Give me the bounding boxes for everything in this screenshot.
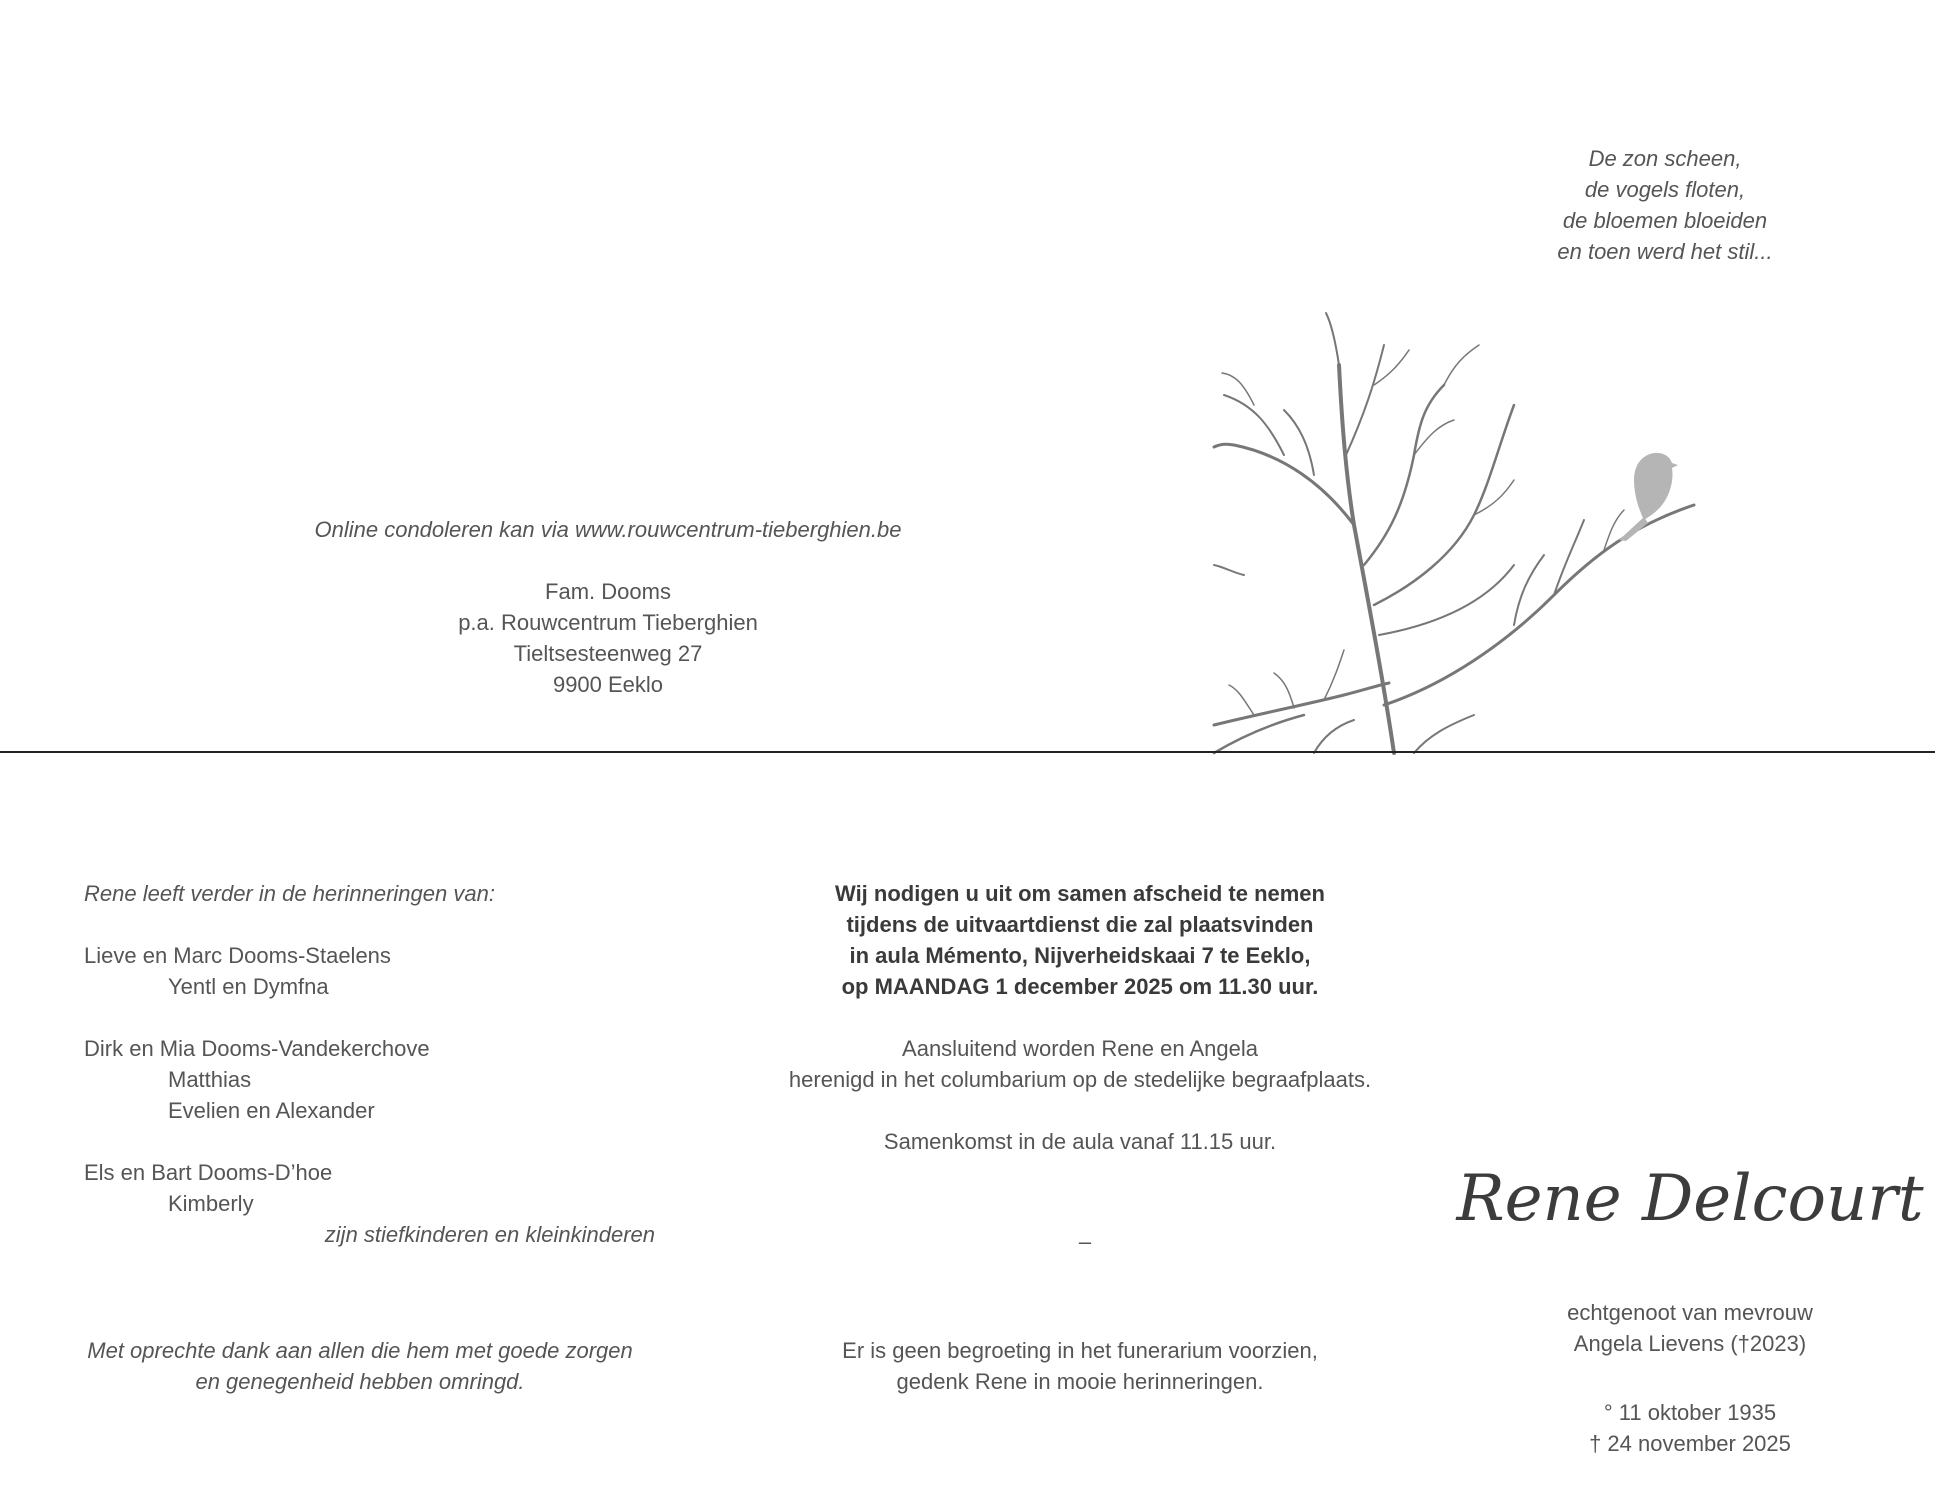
online-condolence-text: Online condoleren kan via www.rouwcentrum-tieberghien.be — [314, 517, 902, 542]
address-line: p.a. Rouwcentrum Tieberghien — [458, 610, 758, 635]
thanks-text — [40, 1335, 680, 1397]
invite-line: Wij nodigen u uit om samen afscheid te nemen — [835, 881, 1325, 906]
closing-line: gedenk Rene in mooie herinneringen. — [896, 1369, 1264, 1394]
family-parents: Dirk en Mia Dooms-Vandekerchove — [84, 1036, 430, 1061]
family-suffix: zijn stiefkinderen en kleinkinderen — [324, 1222, 655, 1247]
poem-line: de bloemen bloeiden — [1562, 208, 1768, 233]
gathering-line: Samenkomst in de aula vanaf 11.15 uur. — [883, 1129, 1277, 1154]
family-parents: Els en Bart Dooms-D’hoe — [84, 1160, 333, 1185]
fold-line — [0, 751, 1935, 753]
family-intro: Rene leeft verder in de herinneringen van: — [84, 881, 495, 906]
family-parents: Lieve en Marc Dooms-Staelens — [84, 943, 391, 968]
poem-line: De zon scheen, — [1588, 146, 1742, 171]
invite-line: tijdens de uitvaartdienst die zal plaatsvinden — [846, 912, 1314, 937]
family-list — [84, 878, 724, 1250]
thanks-line: en genegenheid hebben omringd. — [195, 1369, 525, 1394]
poem — [1450, 143, 1880, 267]
family-child: Matthias — [168, 1067, 252, 1092]
contact-block — [250, 514, 966, 700]
bird-icon — [1619, 453, 1678, 541]
life-dates — [1470, 1397, 1910, 1459]
closing-text — [760, 1335, 1400, 1397]
death-date: † 24 november 2025 — [1589, 1431, 1791, 1456]
deceased-name-text: Rene Delcourt — [1456, 1162, 1924, 1236]
closing-line: Er is geen begroeting in het funerarium voorzien, — [842, 1338, 1318, 1363]
poem-line: en toen werd het stil... — [1557, 239, 1773, 264]
family-child: Kimberly — [168, 1191, 254, 1216]
service-info — [740, 878, 1420, 1157]
address-line: Fam. Dooms — [545, 579, 671, 604]
thanks-line: Met oprechte dank aan allen die hem met goede zorgen — [87, 1338, 633, 1363]
spouse-line: Angela Lievens (†2023) — [1573, 1331, 1807, 1356]
deceased-name — [1456, 1140, 1924, 1260]
invite-line: op MAANDAG 1 december 2025 om 11.30 uur. — [841, 974, 1319, 999]
columbarium-line: herenigd in het columbarium op de stedelijke begraafplaats. — [788, 1067, 1372, 1092]
spouse-info — [1470, 1297, 1910, 1359]
branch-bird-illustration — [1214, 305, 1704, 753]
columbarium-line: Aansluitend worden Rene en Angela — [902, 1036, 1258, 1061]
invite-line: in aula Mémento, Nijverheidskaai 7 te Eeklo, — [849, 943, 1311, 968]
spouse-line: echtgenoot van mevrouw — [1567, 1300, 1813, 1325]
address-line: 9900 Eeklo — [552, 672, 664, 697]
address-line: Tieltsesteenweg 27 — [513, 641, 703, 666]
family-child: Yentl en Dymfna — [168, 974, 329, 999]
poem-line: de vogels floten, — [1584, 177, 1746, 202]
family-child: Evelien en Alexander — [168, 1098, 375, 1123]
birth-date: ° 11 oktober 1935 — [1603, 1400, 1777, 1425]
separator-dash: – — [1078, 1229, 1092, 1254]
